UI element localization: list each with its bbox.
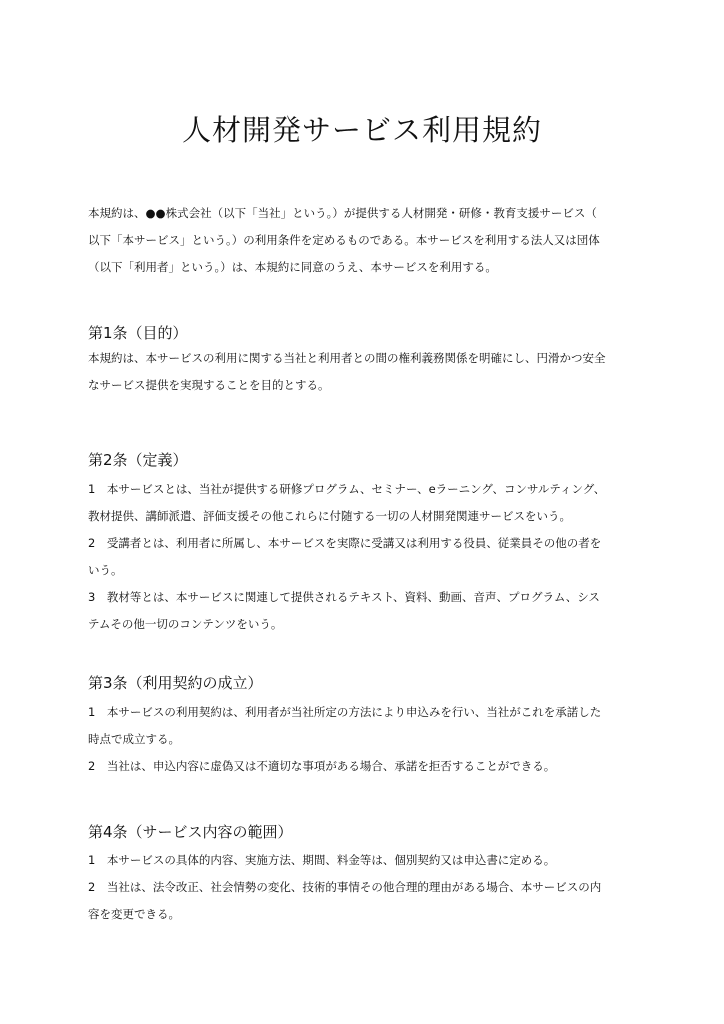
preamble-line: 本規約は、●●株式会社（以下「当社」という。）が提供する人材開発・研修・教育支援サービス（ — [88, 206, 597, 220]
preamble — [88, 200, 648, 281]
preamble-line: 以下「本サービス」という。）の利用条件を定めるものである。本サービスを利用する法人又は団体 — [88, 233, 600, 247]
document-title: 人材開発サービス利用規約 — [181, 113, 542, 147]
article-3-heading: 第3条（利用契約の成立） — [88, 674, 263, 692]
article-line: 時点で成立する。 — [88, 732, 180, 746]
article-line: 2 当社は、法令改正、社会情勢の変化、技術的事情その他合理的理由がある場合、本サービスの内 — [88, 880, 602, 894]
article-line: 3 教材等とは、本サービスに関連して提供されるテキスト、資料、動画、音声、プログラム、シス — [88, 590, 600, 604]
article-line: 容を変更できる。 — [88, 907, 180, 921]
article-line: テムその他一切のコンテンツをいう。 — [88, 617, 283, 631]
article-line: いう。 — [88, 563, 123, 577]
article-line: 本規約は、本サービスの利用に関する当社と利用者との間の権利義務関係を明確にし、円滑かつ安全 — [88, 351, 606, 365]
article-line: 教材提供、講師派遣、評価支援その他これらに付随する一切の人材開発関連サービスをいう。 — [88, 509, 571, 523]
article-4-body — [88, 847, 648, 928]
article-line: 1 本サービスの利用契約は、利用者が当社所定の方法により申込みを行い、当社がこれを承諾した — [88, 705, 602, 719]
article-line: なサービス提供を実現することを目的とする。 — [88, 378, 330, 392]
article-4-heading: 第4条（サービス内容の範囲） — [88, 823, 293, 841]
article-line: 1 本サービスとは、当社が提供する研修プログラム、セミナー、eラーニング、コンサルティング、 — [88, 482, 606, 496]
article-1-body — [88, 345, 648, 399]
article-line: 1 本サービスの具体的内容、実施方法、期間、料金等は、個別契約又は申込書に定める。 — [88, 853, 556, 867]
article-2-heading: 第2条（定義） — [88, 451, 188, 469]
article-line: 2 当社は、申込内容に虚偽又は不適切な事項がある場合、承諾を拒否することができる。 — [88, 759, 556, 773]
article-1-heading: 第1条（目的） — [88, 324, 188, 342]
article-3-body — [88, 699, 648, 780]
preamble-line: （以下「利用者」という。）は、本規約に同意のうえ、本サービスを利用する。 — [88, 260, 497, 274]
article-line: 2 受講者とは、利用者に所属し、本サービスを実際に受講又は利用する役員、従業員その他の者を — [88, 536, 602, 550]
article-2-body — [88, 476, 648, 638]
